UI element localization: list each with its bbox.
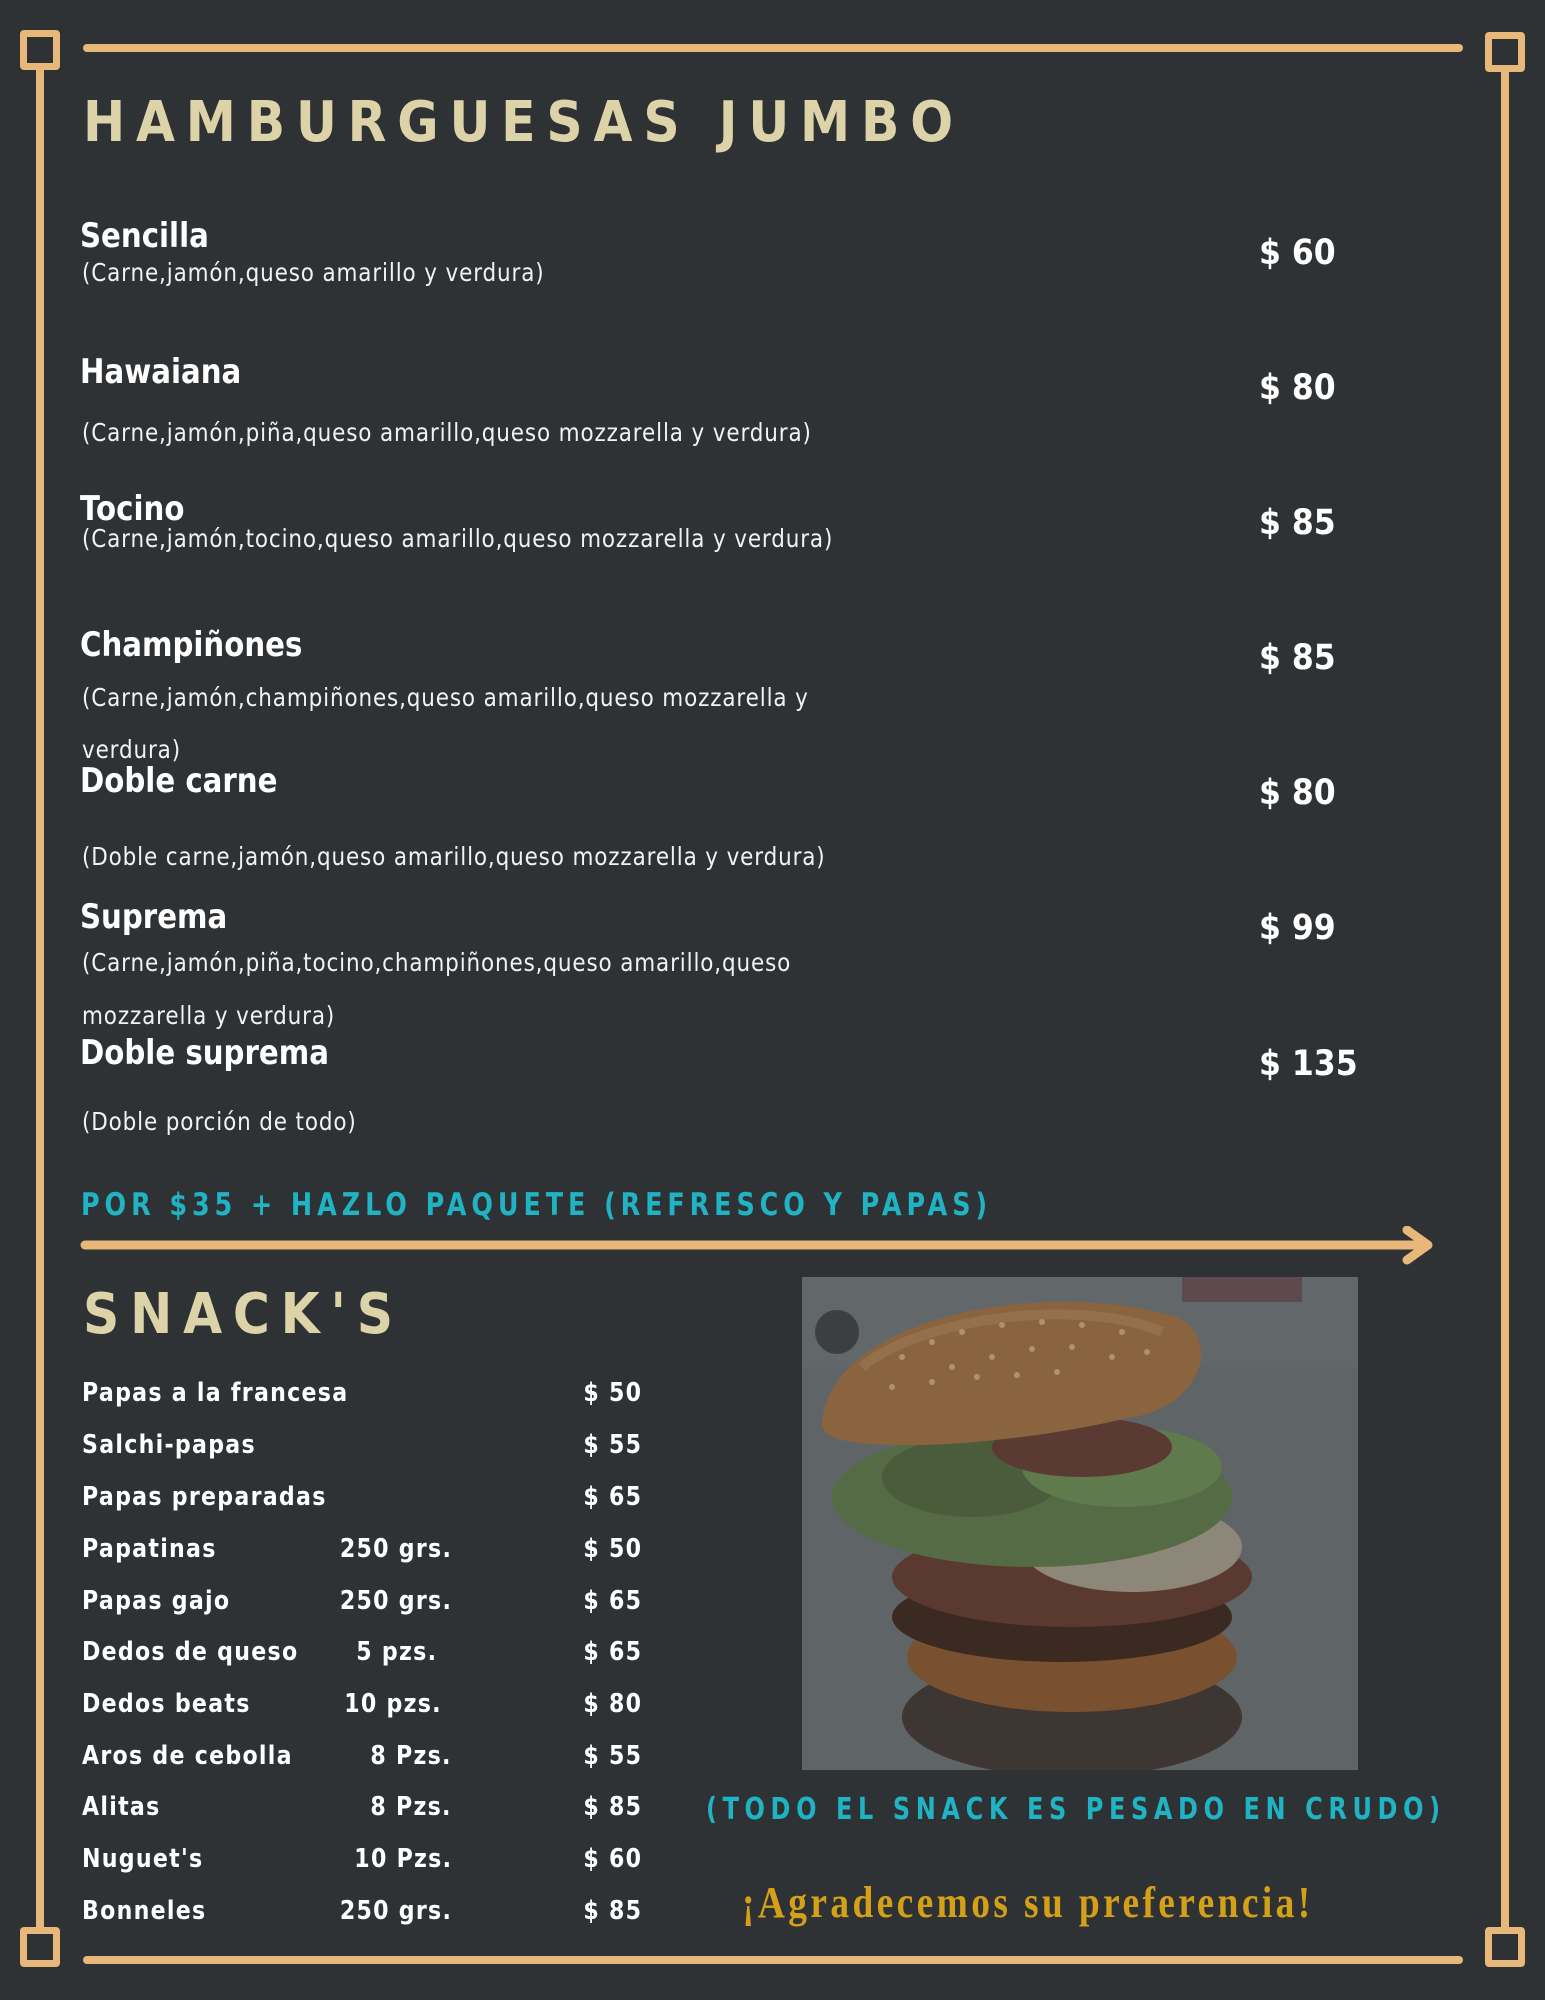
- thanks-message: ¡Agradecemos su preferencia!: [742, 1878, 1314, 1927]
- item-name: Hawaiana: [80, 352, 242, 392]
- item-description: (Doble porción de todo): [82, 1107, 357, 1136]
- snack-row: [82, 1896, 642, 1936]
- item-name: Tocino: [80, 489, 185, 529]
- snack-price: $ 85: [583, 1792, 642, 1822]
- corner-bottom-left-icon: [20, 1927, 60, 1967]
- snack-weight-note: (TODO EL SNACK ES PESADO EN CRUDO): [706, 1792, 1446, 1827]
- snack-price: $ 85: [583, 1896, 642, 1926]
- frame-right-line: [1501, 60, 1509, 1940]
- snack-row: [82, 1430, 642, 1470]
- item-description: (Carne,jamón,piña,tocino,champiñones,queso amarillo,queso: [82, 948, 792, 977]
- snack-price: $ 50: [583, 1534, 642, 1564]
- snack-name: Dedos beats: [82, 1689, 251, 1719]
- item-price: $ 99: [1259, 908, 1336, 948]
- item-name: Champiñones: [80, 625, 303, 665]
- frame-bottom-line: [83, 1956, 1463, 1964]
- snack-quantity: 250 grs.: [339, 1534, 452, 1564]
- frame-left-line: [36, 60, 44, 1940]
- snack-price: $ 80: [583, 1689, 642, 1719]
- snack-name: Nuguet's: [82, 1844, 204, 1874]
- snack-row: [82, 1586, 642, 1626]
- snack-quantity: 10 Pzs.: [354, 1844, 452, 1874]
- item-description-line2: mozzarella y verdura): [82, 1001, 336, 1030]
- snack-name: Aros de cebolla: [82, 1741, 293, 1771]
- snack-name: Alitas: [82, 1792, 161, 1822]
- snack-row: [82, 1741, 642, 1781]
- item-name: Suprema: [80, 897, 228, 937]
- item-description: (Carne,jamón,tocino,queso amarillo,queso mozzarella y verdura): [82, 524, 834, 553]
- item-price: $ 80: [1259, 368, 1336, 408]
- combo-promo-text: POR $35 + HAZLO PAQUETE (REFRESCO Y PAPAS): [81, 1187, 993, 1223]
- snack-quantity: 250 grs.: [339, 1896, 452, 1926]
- snack-row: [82, 1792, 642, 1832]
- item-price: $ 60: [1259, 233, 1336, 273]
- snack-price: $ 60: [583, 1844, 642, 1874]
- item-price: $ 85: [1259, 503, 1336, 543]
- snack-price: $ 55: [583, 1741, 642, 1771]
- snack-price: $ 65: [583, 1586, 642, 1616]
- corner-top-left-icon: [20, 30, 60, 70]
- snack-row: [82, 1689, 642, 1729]
- burgers-title: HAMBURGUESAS JUMBO: [83, 90, 964, 155]
- snack-row: [82, 1844, 642, 1884]
- burger-photo: [802, 1277, 1358, 1770]
- item-name: Doble carne: [80, 761, 278, 801]
- arrow-right-icon: [80, 1226, 1440, 1266]
- item-description: (Carne,jamón,champiñones,queso amarillo,queso mozzarella y: [82, 683, 809, 712]
- item-description-line2: verdura): [82, 735, 181, 764]
- snack-quantity: 250 grs.: [339, 1586, 452, 1616]
- snack-name: Papas gajo: [82, 1586, 231, 1616]
- item-description: (Carne,jamón,queso amarillo y verdura): [82, 258, 545, 287]
- snack-row: [82, 1637, 642, 1677]
- item-description: (Doble carne,jamón,queso amarillo,queso mozzarella y verdura): [82, 842, 826, 871]
- arrow-divider: [80, 1226, 1440, 1266]
- snack-name: Bonneles: [82, 1896, 207, 1926]
- item-description: (Carne,jamón,piña,queso amarillo,queso mozzarella y verdura): [82, 418, 812, 447]
- snack-row: [82, 1482, 642, 1522]
- snack-name: Papatinas: [82, 1534, 217, 1564]
- item-price: $ 85: [1259, 638, 1336, 678]
- snack-name: Dedos de queso: [82, 1637, 299, 1667]
- snack-price: $ 65: [583, 1482, 642, 1512]
- snack-price: $ 55: [583, 1430, 642, 1460]
- corner-bottom-right-icon: [1485, 1927, 1525, 1967]
- burger-image-icon: [802, 1277, 1358, 1770]
- item-price: $ 80: [1259, 773, 1336, 813]
- item-price: $ 135: [1259, 1044, 1358, 1084]
- snack-price: $ 50: [583, 1378, 642, 1408]
- frame-top-line: [83, 44, 1463, 52]
- snack-quantity: 8 Pzs.: [370, 1792, 452, 1822]
- snack-name: Papas a la francesa: [82, 1378, 349, 1408]
- snack-row: [82, 1378, 642, 1418]
- item-name: Sencilla: [80, 216, 209, 256]
- snack-name: Papas preparadas: [82, 1482, 327, 1512]
- snack-name: Salchi-papas: [82, 1430, 256, 1460]
- snacks-title: SNACK'S: [83, 1282, 404, 1347]
- corner-top-right-icon: [1485, 32, 1525, 72]
- snack-quantity: 10 pzs.: [344, 1689, 442, 1719]
- snack-row: [82, 1534, 642, 1574]
- item-name: Doble suprema: [80, 1033, 329, 1073]
- snack-price: $ 65: [583, 1637, 642, 1667]
- snack-quantity: 8 Pzs.: [370, 1741, 452, 1771]
- snack-quantity: 5 pzs.: [356, 1637, 437, 1667]
